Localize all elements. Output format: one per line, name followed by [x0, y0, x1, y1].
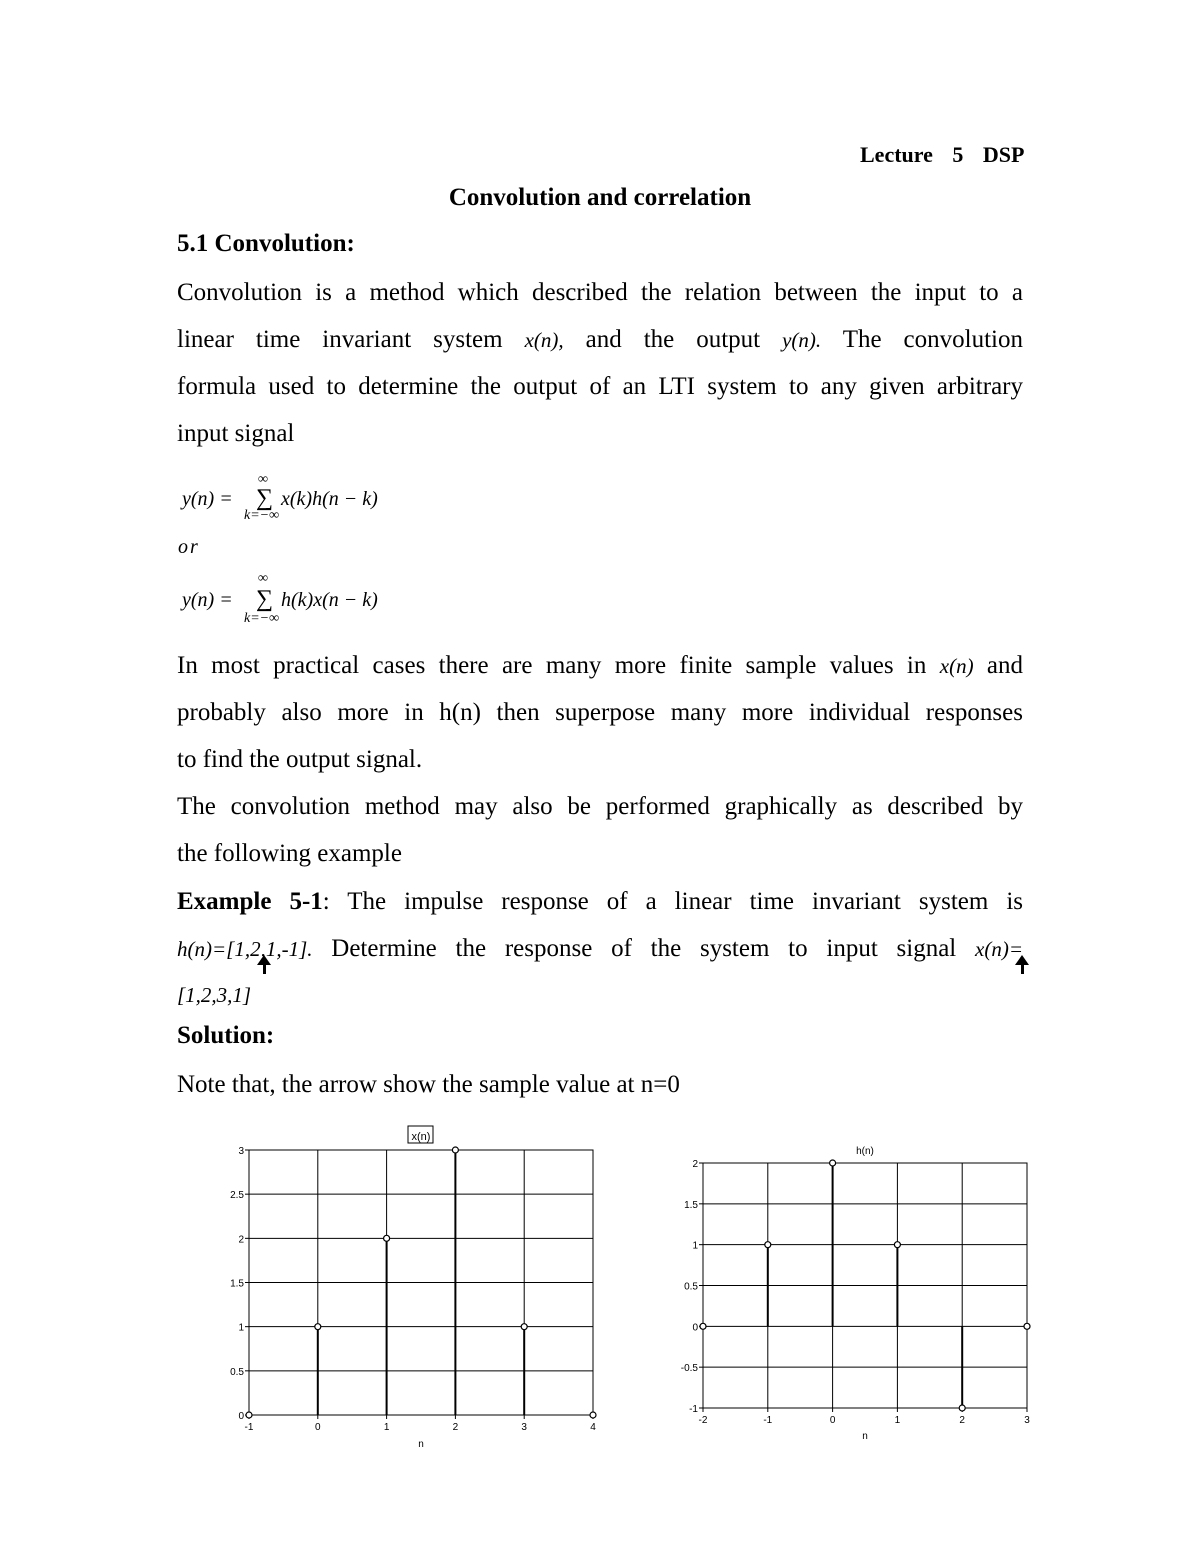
formula-2-rhs: h(k)x(n − k)	[281, 589, 378, 611]
practical-line-1-b: and	[986, 652, 1024, 679]
h-n-x-tick-label: 1	[894, 1415, 901, 1426]
lecture-header: Lecture 5 DSP	[860, 142, 1025, 167]
x-n-y-tick-label: 2.5	[230, 1190, 244, 1202]
h-n-x-tick-label: -1	[763, 1415, 773, 1426]
h-n-data-point	[894, 1242, 900, 1248]
intro-line-2-a: linear time invariant system	[177, 326, 503, 353]
x-n-y-tick-label: 0.5	[230, 1366, 244, 1378]
intro-line-3: formula used to determine the output of an LTI system to any given arbitrary	[177, 373, 1023, 400]
solution-heading: Solution:	[177, 1022, 275, 1049]
example-x-n: x(n)=	[975, 937, 1024, 961]
note-line: Note that, the arrow show the sample value at n=0	[177, 1071, 680, 1098]
formula-1-sigma: ∑	[256, 485, 274, 511]
h-n-data-point	[700, 1323, 706, 1329]
h-n-x-tick-label: 0	[829, 1415, 836, 1426]
x-n-x-tick-label: 1	[383, 1422, 390, 1433]
h-n-data-point	[1024, 1323, 1030, 1329]
h-n-y-tick-label: 0	[692, 1322, 698, 1334]
h-n-y-tick-label: -1	[689, 1404, 698, 1415]
graphical-line-2: the following example	[177, 840, 402, 867]
h-n-x-tick-label: 2	[959, 1415, 965, 1426]
formula-1-upper-limit: ∞	[258, 472, 268, 487]
page-title: Convolution and correlation	[448, 184, 752, 211]
h-n-x-tick-label: -2	[698, 1415, 708, 1426]
x-n-x-axis-label: n	[418, 1439, 424, 1450]
x-n-y-tick-label: 1	[238, 1322, 244, 1334]
x-n-data-point	[246, 1412, 252, 1418]
example-x-n-values: [1,2,3,1]	[177, 983, 252, 1007]
x-n-y-tick-label: 2	[238, 1234, 244, 1246]
formula-2-upper-limit: ∞	[258, 571, 268, 586]
example-line-1-rest: : The impulse response of a linear time invariant system is	[322, 888, 1023, 915]
x-n-x-tick-label: 4	[590, 1422, 596, 1433]
example-line-2-mid: Determine the response of the system to input signal	[331, 935, 957, 962]
practical-x-n: x(n)	[939, 654, 974, 678]
x-n-y-tick-label: 0	[238, 1411, 244, 1422]
h-n-y-tick-label: -0.5	[680, 1363, 698, 1375]
intro-line-2-b: and the output	[585, 326, 761, 353]
h-n-x-tick-label: 3	[1024, 1415, 1030, 1426]
x-n-x-tick-label: 3	[521, 1422, 527, 1433]
x-n-data-point	[452, 1147, 458, 1153]
practical-line-1-a: In most practical cases there are many more finite sample values in	[177, 652, 927, 679]
x-n-data-point	[384, 1235, 390, 1241]
h-n-stem-plot	[681, 1146, 1030, 1442]
x-n-data-point	[315, 1324, 321, 1330]
practical-line-3: to find the output signal.	[177, 746, 423, 773]
intro-x-n: x(n),	[524, 328, 564, 352]
formula-2-lhs: y(n) =	[182, 589, 233, 611]
h-n-data-point	[830, 1160, 836, 1166]
x-n-data-point	[521, 1324, 527, 1330]
formula-1-lower-limit: k=−∞	[244, 508, 280, 523]
intro-line-2-c: The convolution	[842, 326, 1023, 353]
formula-2-lower-limit: k=−∞	[244, 611, 280, 626]
intro-line-4: input signal	[177, 420, 295, 447]
x-n-data-point	[590, 1412, 596, 1418]
x-n-y-tick-label: 1.5	[230, 1278, 244, 1290]
practical-line-2: probably also more in h(n) then superpose many more individual responses	[177, 699, 1023, 726]
x-n-stem-plot	[230, 1126, 596, 1450]
h-n-data-point	[959, 1405, 965, 1411]
x-n-plot-title: x(n)	[411, 1131, 431, 1143]
formula-1-rhs: x(k)h(n − k)	[281, 488, 378, 510]
h-n-plot-title: h(n)	[856, 1146, 874, 1157]
formula-1-lhs: y(n) =	[182, 488, 233, 510]
x-n-y-tick-label: 3	[238, 1146, 244, 1157]
intro-y-n: y(n).	[782, 328, 822, 352]
formula-or: or	[178, 536, 200, 558]
graphical-line-1: The convolution method may also be performed graphically as described by	[177, 793, 1023, 820]
h-n-x-axis-label: n	[862, 1431, 868, 1442]
h-n-data-point	[765, 1242, 771, 1248]
example-h-n: h(n)=[1,2,1,-1].	[177, 937, 313, 961]
h-n-y-tick-label: 1.5	[684, 1199, 698, 1211]
section-heading: 5.1 Convolution:	[177, 230, 355, 257]
x-n-x-tick-label: -1	[244, 1422, 254, 1433]
intro-line-1: Convolution is a method which described the relation between the input to a	[177, 279, 1023, 306]
h-n-y-tick-label: 0.5	[684, 1281, 698, 1293]
example-label: Example 5-1	[177, 888, 323, 915]
formula-2-sigma: ∑	[256, 586, 274, 612]
h-n-y-tick-label: 1	[692, 1240, 698, 1252]
x-n-x-tick-label: 0	[315, 1422, 321, 1433]
h-n-y-tick-label: 2	[692, 1159, 698, 1170]
x-n-x-tick-label: 2	[452, 1422, 459, 1433]
